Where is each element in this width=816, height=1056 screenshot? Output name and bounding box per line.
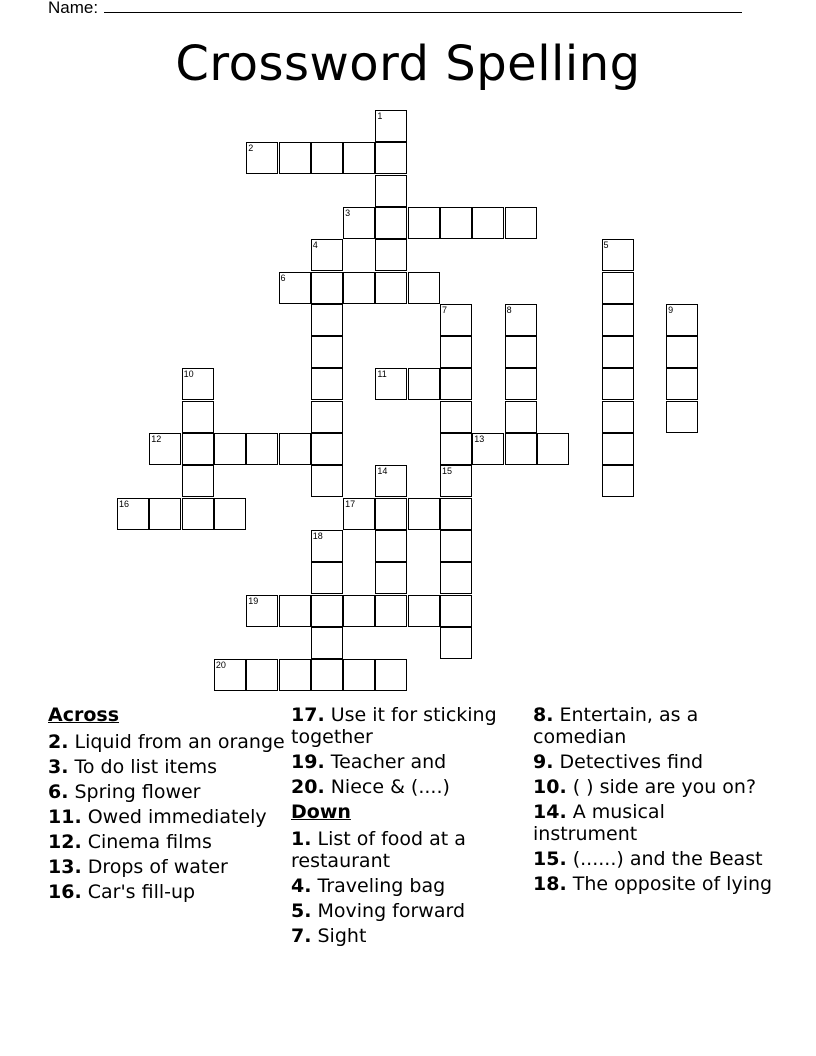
grid-cell[interactable] — [343, 142, 375, 174]
clue-number: 15 — [442, 466, 453, 477]
clue-number: 13 — [474, 434, 485, 444]
grid-cell[interactable] — [311, 627, 343, 659]
grid-cell[interactable] — [375, 142, 407, 174]
clue-item — [533, 704, 775, 748]
clue-text: A musical instrument — [533, 801, 665, 845]
grid-cell[interactable] — [214, 433, 246, 465]
clue-num: 1. — [291, 828, 312, 850]
grid-cell[interactable] — [343, 272, 375, 304]
grid-cell[interactable] — [440, 498, 472, 530]
grid-cell[interactable] — [666, 336, 698, 368]
grid-cell[interactable] — [311, 272, 343, 304]
grid-cell[interactable] — [602, 272, 634, 304]
clue-num: 13. — [48, 856, 82, 878]
grid-cell[interactable] — [602, 304, 634, 336]
clue-item — [291, 776, 533, 798]
grid-cell[interactable] — [279, 595, 311, 627]
clue-item — [291, 704, 533, 748]
grid-cell[interactable] — [311, 142, 343, 174]
grid-cell[interactable] — [375, 595, 407, 627]
clue-number: 16 — [119, 498, 130, 509]
clue-item — [48, 831, 290, 853]
grid-cell[interactable] — [279, 433, 311, 465]
grid-cell[interactable] — [182, 498, 214, 530]
clue-number: 18 — [312, 530, 323, 541]
grid-cell[interactable] — [182, 401, 214, 433]
grid-cell[interactable] — [375, 465, 407, 497]
grid-cell[interactable] — [440, 562, 472, 594]
grid-cell[interactable] — [408, 498, 440, 530]
grid-cell[interactable] — [408, 272, 440, 304]
clue-num: 19. — [291, 751, 325, 773]
grid-cell[interactable] — [408, 595, 440, 627]
clue-number: 11 — [377, 369, 387, 380]
grid-cell[interactable] — [375, 530, 407, 562]
grid-cell[interactable] — [440, 368, 472, 400]
grid-cell[interactable] — [343, 659, 375, 691]
clue-num: 10. — [533, 776, 567, 798]
clue-item — [48, 781, 290, 803]
clue-num: 16. — [48, 881, 82, 903]
clue-num: 20. — [291, 776, 325, 798]
grid-cell[interactable] — [311, 562, 343, 594]
grid-cell[interactable] — [505, 368, 537, 400]
grid-cell[interactable] — [343, 207, 375, 239]
down-heading: Down — [291, 801, 351, 823]
grid-cell[interactable] — [505, 336, 537, 368]
clue-num: 17. — [291, 704, 325, 726]
grid-cell[interactable] — [182, 368, 214, 400]
grid-cell[interactable] — [375, 272, 407, 304]
clue-item — [291, 900, 533, 922]
clue-column-3 — [533, 704, 775, 898]
clue-text: Drops of water — [87, 856, 228, 878]
clue-column-2 — [291, 704, 533, 950]
down-clue-list-cont — [533, 704, 775, 895]
grid-cell[interactable] — [311, 368, 343, 400]
grid-cell[interactable] — [246, 433, 278, 465]
grid-cell[interactable] — [602, 433, 634, 465]
clue-text: List of food at a restaurant — [291, 828, 466, 872]
clue-number: 9 — [668, 304, 674, 315]
clue-number: 7 — [442, 304, 448, 315]
clue-num: 15. — [533, 848, 567, 870]
grid-cell[interactable] — [375, 175, 407, 207]
grid-cell[interactable] — [440, 401, 472, 433]
clue-number: 5 — [603, 240, 609, 251]
clue-num: 18. — [533, 873, 567, 895]
grid-cell[interactable] — [279, 142, 311, 174]
clue-number: 3 — [345, 207, 351, 218]
clue-number: 4 — [312, 240, 318, 251]
clue-num: 5. — [291, 900, 312, 922]
clue-text: Detectives find — [559, 751, 704, 773]
clue-text: Car's fill-up — [87, 881, 196, 903]
grid-cell[interactable] — [440, 207, 472, 239]
clue-num: 11. — [48, 806, 82, 828]
clue-number: 12 — [151, 434, 162, 444]
grid-cell[interactable] — [602, 368, 634, 400]
grid-cell[interactable] — [279, 659, 311, 691]
grid-cell[interactable] — [666, 401, 698, 433]
grid-cell[interactable] — [472, 433, 504, 465]
clue-num: 14. — [533, 801, 567, 823]
clue-text: Traveling bag — [317, 875, 446, 897]
grid-cell[interactable] — [505, 401, 537, 433]
grid-cell[interactable] — [440, 336, 472, 368]
clue-text: The opposite of lying — [572, 873, 773, 895]
grid-cell[interactable] — [117, 498, 149, 530]
clue-number: 8 — [506, 304, 512, 315]
clue-text: To do list items — [74, 756, 218, 778]
grid-cell[interactable] — [505, 207, 537, 239]
clue-number: 20 — [215, 660, 226, 671]
grid-cell[interactable] — [343, 498, 375, 530]
page-title: Crossword Spelling — [175, 36, 641, 92]
grid-cell[interactable] — [311, 401, 343, 433]
clue-num: 2. — [48, 731, 69, 753]
clue-num: 9. — [533, 751, 554, 773]
down-clue-list — [291, 828, 533, 947]
clue-item — [291, 925, 533, 947]
grid-cell[interactable] — [472, 207, 504, 239]
clue-number: 6 — [280, 272, 286, 283]
grid-cell[interactable] — [311, 304, 343, 336]
grid-cell[interactable] — [182, 465, 214, 497]
grid-cell[interactable] — [246, 142, 278, 174]
grid-cell[interactable] — [666, 304, 698, 336]
clue-number: 17 — [345, 498, 356, 509]
grid-cell[interactable] — [375, 562, 407, 594]
clue-num: 7. — [291, 925, 312, 947]
grid-cell[interactable] — [375, 498, 407, 530]
grid-cell[interactable] — [602, 465, 634, 497]
clue-number: 19 — [248, 595, 259, 606]
grid-cell[interactable] — [375, 110, 407, 142]
clue-text: Owed immediately — [87, 806, 267, 828]
clue-item — [291, 875, 533, 897]
grid-cell[interactable] — [408, 207, 440, 239]
clue-item — [48, 806, 290, 828]
clue-item — [48, 856, 290, 878]
clue-text: Niece & (....) — [330, 776, 450, 798]
clue-item — [291, 751, 533, 773]
clue-item — [48, 756, 290, 778]
clue-number: 1 — [377, 111, 383, 121]
name-label: Name: — [48, 0, 99, 17]
clue-item — [533, 751, 775, 773]
grid-cell[interactable] — [666, 368, 698, 400]
grid-cell[interactable] — [343, 595, 375, 627]
grid-cell[interactable] — [602, 239, 634, 271]
grid-cell[interactable] — [440, 627, 472, 659]
grid-cell[interactable] — [279, 272, 311, 304]
grid-cell[interactable] — [311, 465, 343, 497]
clue-item — [48, 881, 290, 903]
clue-num: 4. — [291, 875, 312, 897]
grid-cell[interactable] — [440, 433, 472, 465]
clue-number: 14 — [377, 466, 388, 477]
clue-text: Spring flower — [74, 781, 201, 803]
clue-item — [48, 731, 290, 753]
grid-cell[interactable] — [440, 530, 472, 562]
clue-num: 6. — [48, 781, 69, 803]
grid-cell[interactable] — [602, 336, 634, 368]
clue-text: Liquid from an orange — [74, 731, 285, 753]
clue-text: (......) and the Beast — [572, 848, 763, 870]
clue-item — [533, 848, 775, 870]
grid-cell[interactable] — [182, 433, 214, 465]
across-heading: Across — [48, 704, 120, 726]
grid-cell[interactable] — [537, 433, 569, 465]
grid-cell[interactable] — [311, 433, 343, 465]
grid-cell[interactable] — [440, 465, 472, 497]
clue-text: Moving forward — [317, 900, 466, 922]
grid-cell[interactable] — [149, 433, 181, 465]
grid-cell[interactable] — [246, 595, 278, 627]
clue-text: Teacher and — [330, 751, 447, 773]
grid-cell[interactable] — [505, 304, 537, 336]
grid-cell[interactable] — [311, 530, 343, 562]
across-clue-list — [48, 731, 290, 903]
grid-cell[interactable] — [311, 659, 343, 691]
grid-cell[interactable] — [311, 595, 343, 627]
grid-cell[interactable] — [375, 239, 407, 271]
clue-number: 10 — [183, 369, 194, 380]
clue-text: Cinema films — [87, 831, 212, 853]
clue-text: Sight — [317, 925, 367, 947]
clue-num: 3. — [48, 756, 69, 778]
grid-cell[interactable] — [311, 336, 343, 368]
grid-cell[interactable] — [375, 207, 407, 239]
clue-number: 2 — [248, 143, 254, 154]
grid-cell[interactable] — [440, 595, 472, 627]
clue-item — [533, 776, 775, 798]
grid-cell[interactable] — [602, 401, 634, 433]
grid-cell[interactable] — [214, 659, 246, 691]
clue-num: 12. — [48, 831, 82, 853]
grid-cell[interactable] — [149, 498, 181, 530]
grid-cell[interactable] — [408, 368, 440, 400]
across-clue-list-cont — [291, 704, 533, 798]
clue-item — [291, 828, 533, 872]
clue-text: Use it for sticking together — [291, 704, 497, 748]
clue-column-1 — [48, 704, 290, 906]
clue-text: ( ) side are you on? — [572, 776, 757, 798]
grid-cell[interactable] — [214, 498, 246, 530]
grid-cell[interactable] — [375, 368, 407, 400]
grid-cell[interactable] — [505, 433, 537, 465]
clue-item — [533, 873, 775, 895]
clue-item — [533, 801, 775, 845]
grid-cell[interactable] — [311, 239, 343, 271]
grid-cell[interactable] — [246, 659, 278, 691]
grid-cell[interactable] — [375, 659, 407, 691]
clue-text: Entertain, as a comedian — [533, 704, 699, 748]
clue-num: 8. — [533, 704, 554, 726]
grid-cell[interactable] — [440, 304, 472, 336]
